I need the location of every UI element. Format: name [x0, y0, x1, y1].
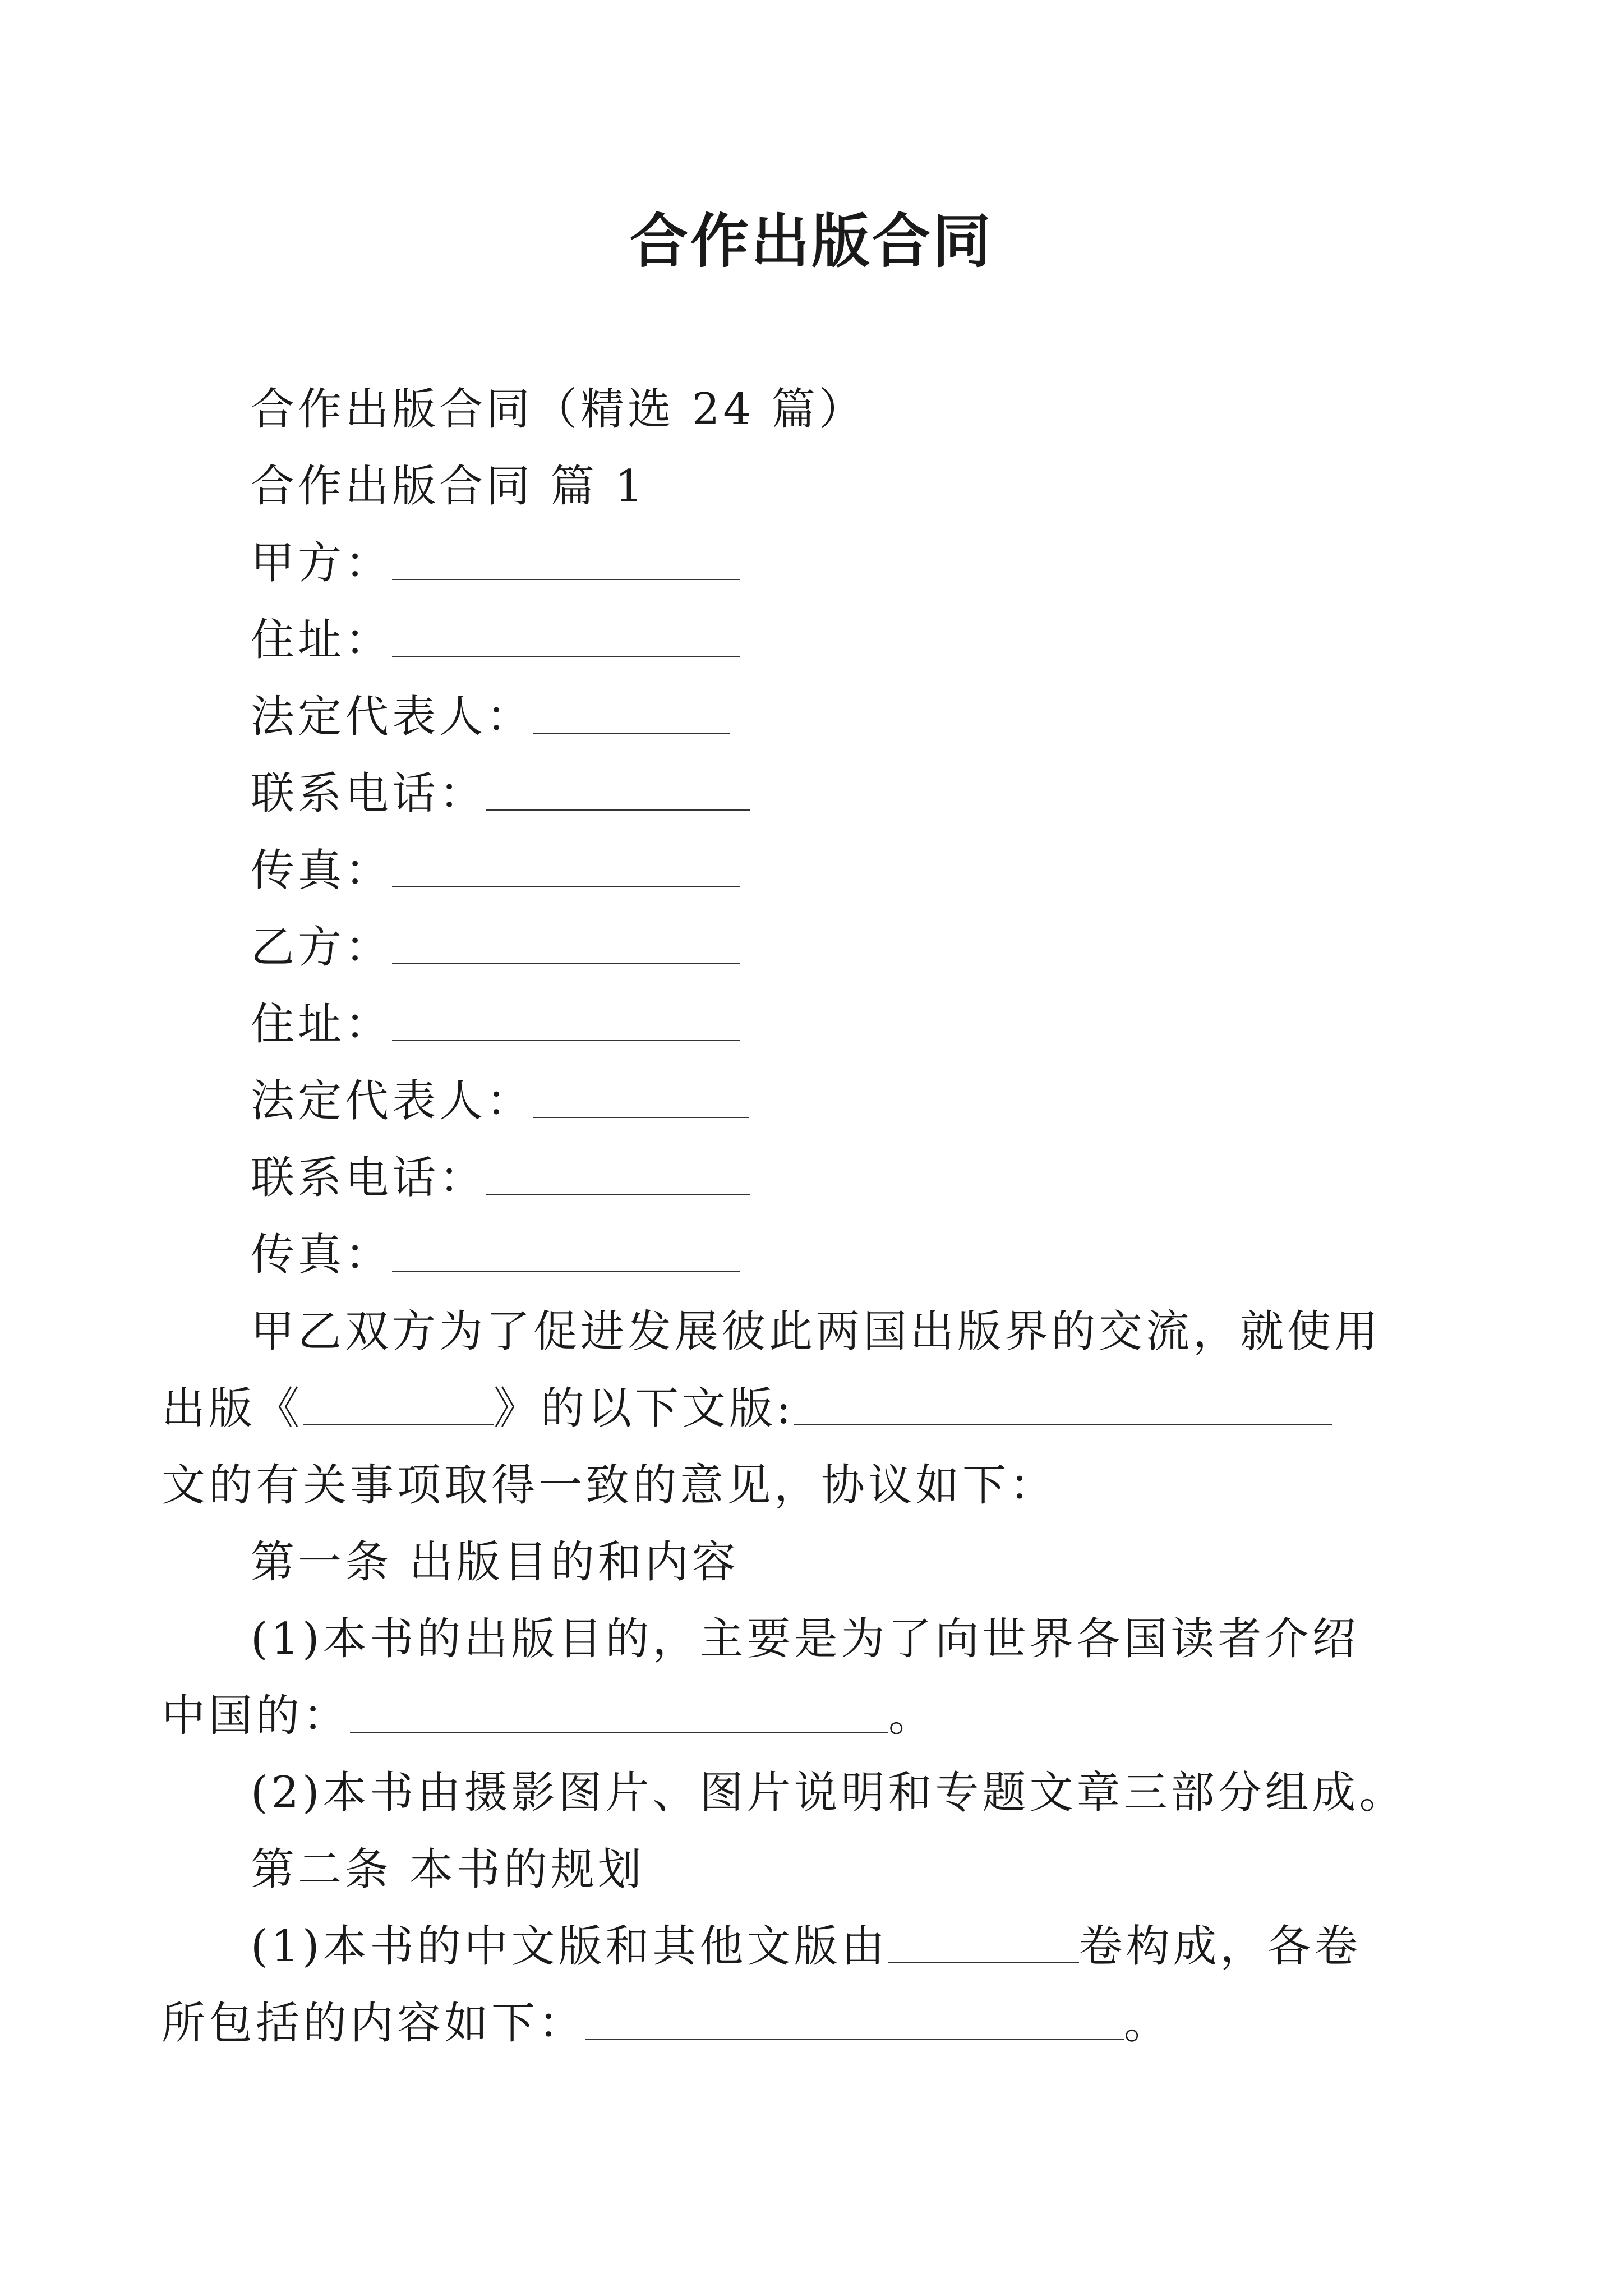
party-b-label: 乙方：: [251, 922, 393, 973]
edition-blank[interactable]: [794, 1392, 1332, 1425]
party-a-address-label: 住址：: [251, 615, 393, 665]
party-a-legal-rep-blank[interactable]: [533, 700, 730, 734]
section-heading: 合作出版合同 篇 1: [251, 461, 647, 512]
contents-blank[interactable]: [585, 2007, 1124, 2040]
party-a-phone-label: 联系电话：: [251, 769, 487, 819]
party-a-fax-label: 传真：: [251, 845, 393, 896]
party-a-blank[interactable]: [392, 546, 740, 580]
article-2-item-1-suffix: 卷构成，各卷: [1078, 1921, 1362, 1972]
article-2-item-1-end: 。: [1124, 1998, 1172, 2049]
article-2-item-1-contents: 所包括的内容如下：: [162, 1998, 586, 2049]
party-b-fax-row: [251, 1217, 1391, 1294]
party-a-fax-row: [251, 832, 1391, 909]
purpose-blank[interactable]: [350, 1699, 888, 1733]
preamble-line-3: 文的有关事项取得一致的意见，协议如下：: [162, 1460, 1057, 1511]
party-b-row: [251, 909, 1391, 986]
preamble-book-prefix: 出版《: [162, 1383, 303, 1434]
document-body: [162, 371, 1407, 2062]
document-title: 合作出版合同: [629, 206, 993, 275]
article-1-item-2: (2)本书由摄影图片、图片说明和专题文章三部分组成。: [251, 1768, 1407, 1818]
article-1-heading: 第一条 出版目的和内容: [251, 1537, 739, 1588]
article-1-item-1-prefix: 中国的：: [162, 1691, 351, 1741]
party-b-address-label: 住址：: [251, 999, 393, 1050]
article-2-heading: 第二条 本书的规划: [251, 1844, 645, 1895]
article-2-item-1-line-2: [162, 1985, 1391, 2062]
party-b-legal-rep-row: [251, 1063, 1391, 1140]
party-a-address-blank[interactable]: [392, 623, 740, 657]
article-1-item-1-line-1: (1)本书的出版目的，主要是为了向世界各国读者介绍: [251, 1614, 1359, 1664]
article-2-item-1-line-1: [251, 1908, 1391, 1985]
party-b-phone-row: [251, 1140, 1391, 1217]
party-b-address-row: [251, 986, 1391, 1063]
party-b-legal-rep-blank[interactable]: [533, 1084, 749, 1118]
party-b-fax-blank[interactable]: [392, 1238, 740, 1272]
subtitle: 合作出版合同（精选 24 篇）: [251, 384, 866, 435]
preamble-line-2: [162, 1370, 1391, 1447]
party-a-address-row: [251, 602, 1391, 679]
preamble-book-suffix: 》的以下文版:: [494, 1383, 795, 1434]
party-a-label: 甲方：: [251, 538, 393, 588]
party-b-legal-rep-label: 法定代表人：: [251, 1076, 534, 1126]
party-a-legal-rep-label: 法定代表人：: [251, 692, 534, 742]
party-b-fax-label: 传真：: [251, 1230, 393, 1280]
party-b-address-blank[interactable]: [392, 1007, 740, 1041]
article-2-item-1-prefix: (1)本书的中文版和其他文版由: [251, 1921, 888, 1972]
party-a-fax-blank[interactable]: [392, 854, 740, 887]
book-title-blank[interactable]: [303, 1392, 494, 1425]
party-a-legal-rep-row: [251, 679, 1391, 756]
volumes-blank[interactable]: [888, 1930, 1079, 1963]
party-b-phone-blank[interactable]: [486, 1161, 750, 1195]
party-a-phone-blank[interactable]: [486, 777, 750, 811]
preamble-line-1: 甲乙双方为了促进发展彼此两国出版界的交流，就使用: [251, 1306, 1382, 1357]
party-a-phone-row: [251, 756, 1391, 832]
party-b-phone-label: 联系电话：: [251, 1153, 487, 1203]
article-1-item-1-line-2: [162, 1678, 1391, 1755]
party-a-row: [251, 525, 1391, 602]
article-1-item-1-end: 。: [888, 1691, 936, 1741]
party-b-blank[interactable]: [392, 931, 740, 964]
